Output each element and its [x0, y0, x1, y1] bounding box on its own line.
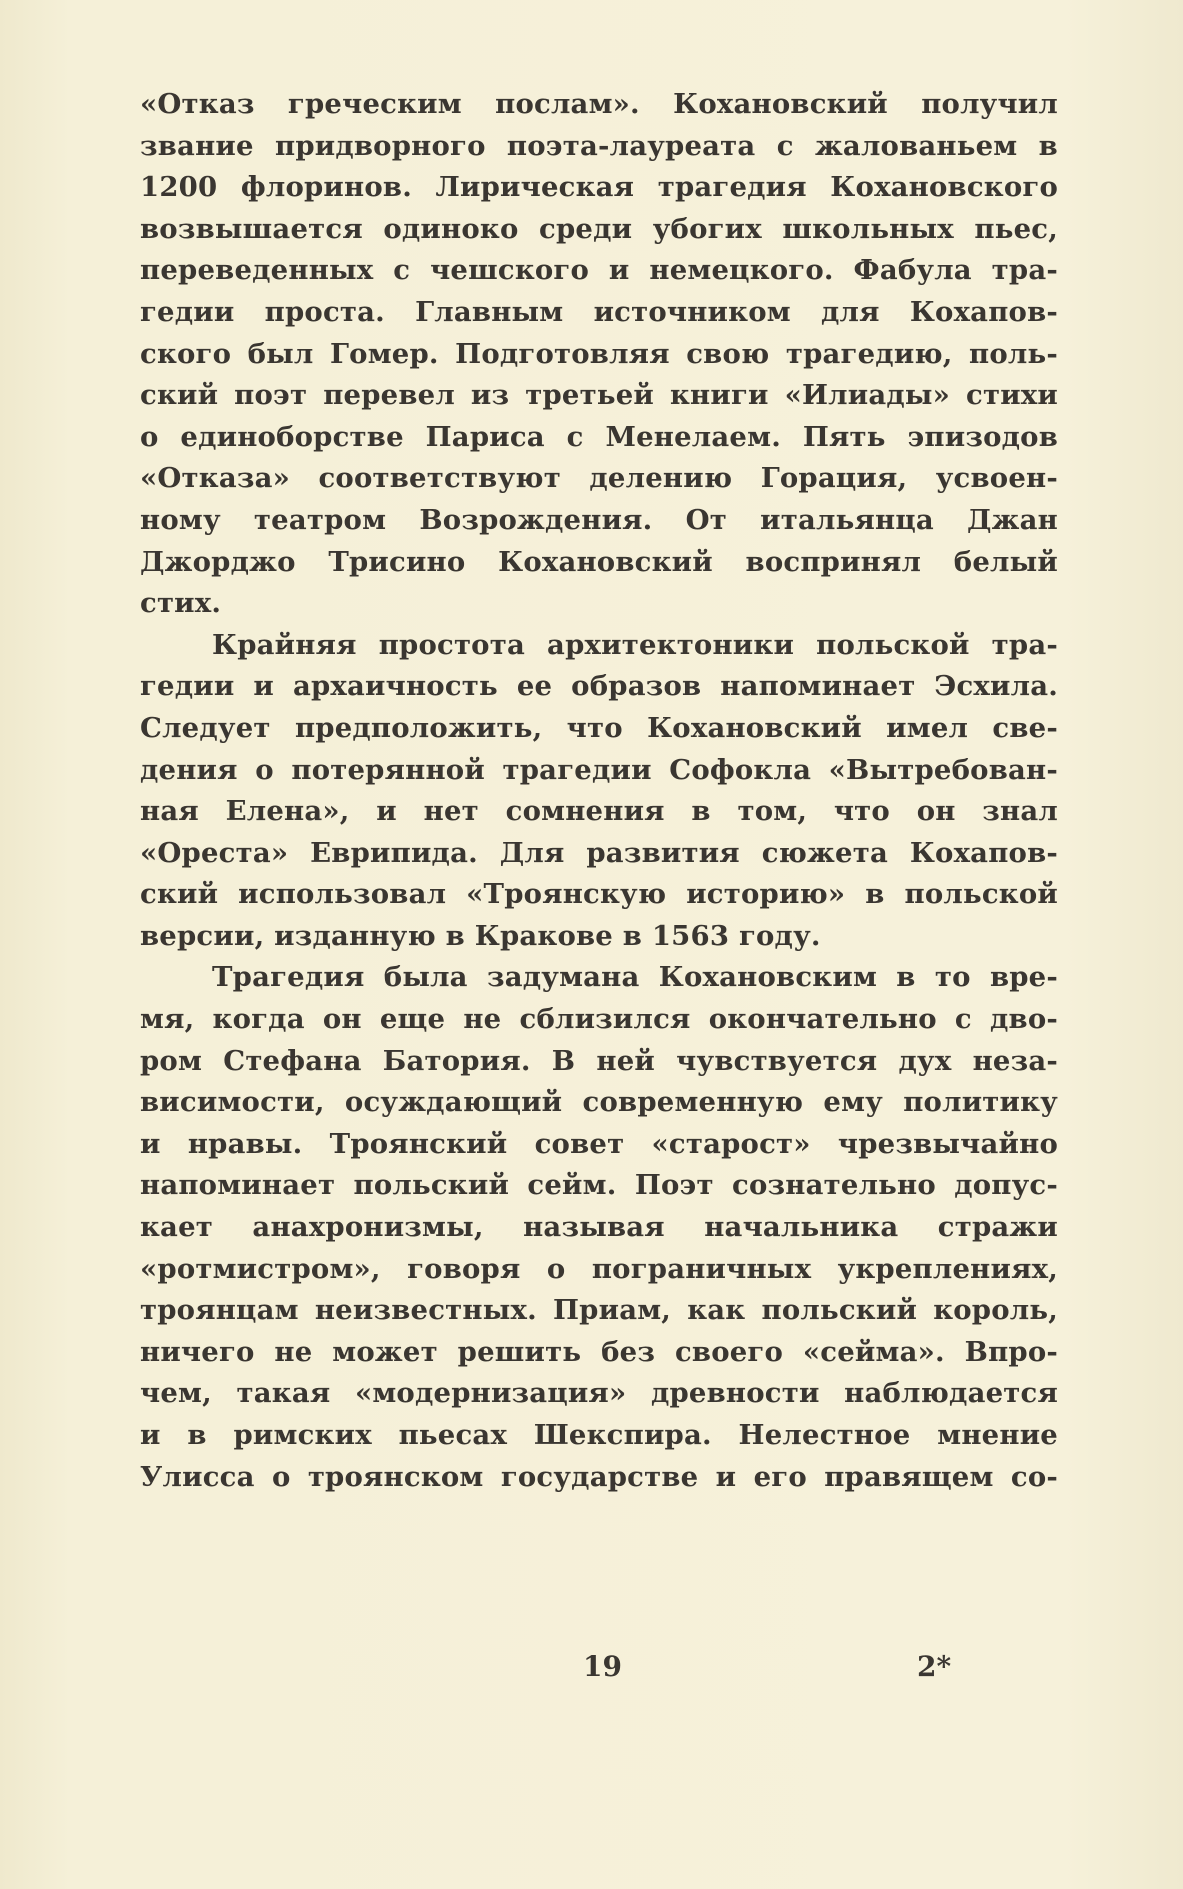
text-line: ная Елена», и нет сомнения в том, что он знал [140, 795, 1058, 828]
text-line: ром Стефана Батория. В ней чувствуется дух неза- [140, 1044, 1058, 1077]
text-line: троянцам неизвестных. Приам, как польский король, [140, 1294, 1058, 1327]
text-line: «Отказа» соответствуют делению Горация, усвоен- [140, 462, 1058, 495]
text-line: ский использовал «Троянскую историю» в польской [140, 878, 1058, 911]
text-line: стих. [140, 587, 222, 620]
paragraph-2 [140, 625, 1058, 958]
body-text [140, 84, 1058, 1498]
text-line: ничего не может решить без своего «сейма». Впро- [140, 1335, 1058, 1368]
text-line: ского был Гомер. Подготовляя свою трагедию, поль- [140, 337, 1058, 370]
paragraph-3 [140, 957, 1058, 1498]
text-line: звание придворного поэта-лауреата с жалованьем в [140, 129, 1058, 162]
text-line: Трагедия была задумана Кохановским в то вре- [212, 961, 1058, 994]
text-line: ному театром Возрождения. От итальянца Джан [140, 503, 1058, 536]
page-number: 19 [583, 1650, 622, 1683]
text-line: ский поэт перевел из третьей книги «Илиады» стихи [140, 379, 1058, 412]
text-line: висимости, осуждающий современную ему политику [140, 1086, 1058, 1119]
text-line: версии, изданную в Кракове в 1563 году. [140, 919, 821, 952]
signature-mark: 2* [917, 1650, 952, 1683]
text-line: возвышается одиноко среди убогих школьных пьес, [140, 212, 1058, 245]
text-line: и нравы. Троянский совет «старост» чрезвычайно [140, 1127, 1058, 1160]
text-line: «Ореста» Еврипида. Для развития сюжета Кохапов- [140, 836, 1058, 869]
text-line: кает анахронизмы, называя начальника стражи [140, 1211, 1058, 1244]
text-line: Следует предположить, что Кохановский имел све- [140, 711, 1058, 744]
text-line: чем, такая «модернизация» древности наблюдается [140, 1377, 1058, 1410]
paragraph-1 [140, 84, 1058, 625]
text-line: и в римских пьесах Шекспира. Нелестное мнение [140, 1419, 1058, 1451]
text-line: гедии и архаичность ее образов напоминает Эсхила. [140, 670, 1058, 703]
text-line: «Отказ греческим послам». Кохановский получил [140, 88, 1058, 120]
text-line: дения о потерянной трагедии Софокла «Вытребован- [140, 753, 1058, 786]
text-line: Улисса о троянском государстве и его правящем со- [140, 1460, 1058, 1493]
text-line: Джорджо Трисино Кохановский воспринял белый [140, 545, 1058, 578]
text-line: о единоборстве Париса с Менелаем. Пять эпизодов [140, 420, 1058, 453]
text-line: Крайняя простота архитектоники польской тра- [212, 628, 1058, 661]
text-line: гедии проста. Главным источником для Кохапов- [140, 295, 1058, 328]
page-footer [0, 1650, 1183, 1700]
text-line: мя, когда он еще не сблизился окончательно с дво- [140, 1003, 1058, 1036]
text-line: 1200 флоринов. Лирическая трагедия Кохановского [140, 171, 1058, 204]
text-line: «ротмистром», говоря о пограничных укреплениях, [140, 1252, 1058, 1285]
text-line: переведенных с чешского и немецкого. Фабула тра- [140, 254, 1058, 287]
text-line: напоминает польский сейм. Поэт сознательно допус- [140, 1169, 1058, 1202]
